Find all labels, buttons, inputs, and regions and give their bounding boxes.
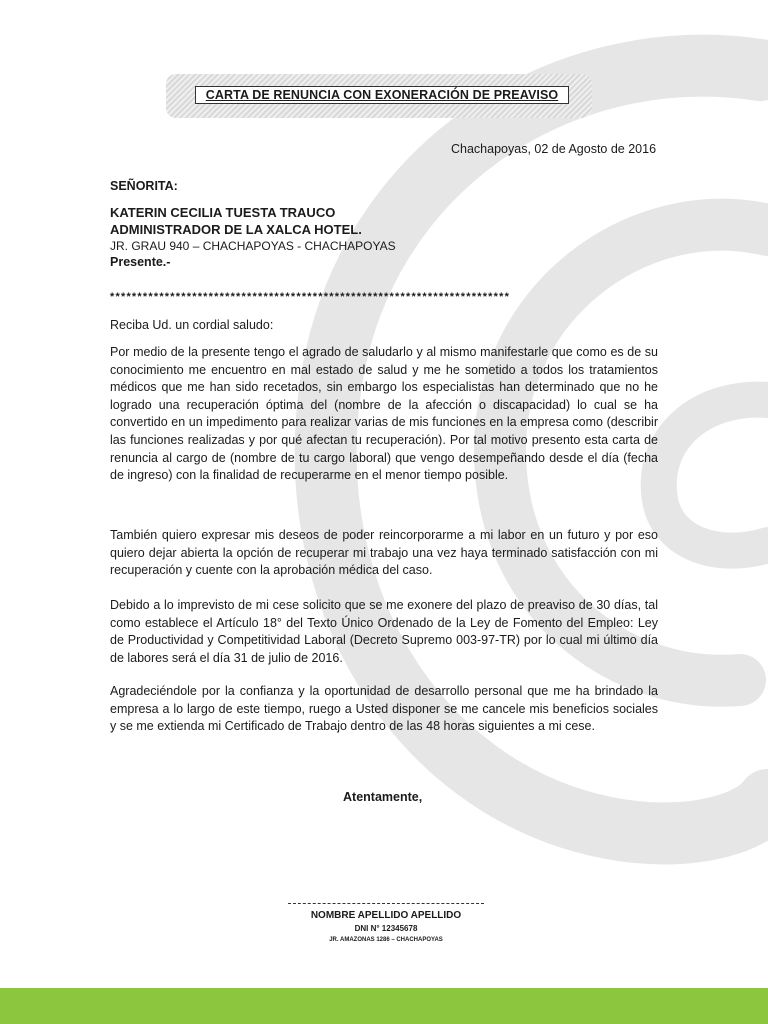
- recipient-position: ADMINISTRADOR DE LA XALCA HOTEL.: [110, 222, 362, 237]
- date-line: Chachapoyas, 02 de Agosto de 2016: [451, 142, 657, 156]
- separator-line: *************************************************************************: [110, 291, 511, 303]
- letter-title: CARTA DE RENUNCIA CON EXONERACIÓN DE PREAVISO: [195, 86, 569, 104]
- presente: Presente.-: [110, 255, 171, 269]
- closing: Atentamente,: [343, 790, 423, 804]
- recipient-name: KATERIN CECILIA TUESTA TRAUCO: [110, 205, 336, 220]
- recipient-address: JR. GRAU 940 – CHACHAPOYAS - CHACHAPOYAS: [110, 239, 396, 253]
- signature-line: [288, 903, 484, 904]
- salutation: SEÑORITA:: [110, 179, 178, 193]
- paragraph-1: Por medio de la presente tengo el agrado de saludarlo y al mismo manifestarle que como es de su conocimiento me encuentro en mal estado de salud y me he sometido a todos los tratamientos médicos que me han sido recetados, sin embargo los especialistas han determinado que no he logrado una recuperación óptima del (nombre de la afección o discapacidad) lo cual se ha convertido en un impedimento para realizar varias de mis funciones en la empresa como (describir las funciones realizadas y por qué afectan tu recuperación). Por tal motivo presento esta carta de renuncia al cargo de (nombre de tu cargo laboral) que vengo desempeñando desde el día (fecha de ingreso) con la finalidad de recuperarme en el menor tiempo posible.: [110, 345, 658, 483]
- signature-address: JR. AMAZONAS 1286 – CHACHAPOYAS: [329, 937, 443, 943]
- greeting: Reciba Ud. un cordial saludo:: [110, 318, 274, 332]
- paragraph-3: Debido a lo imprevisto de mi cese solicito que se me exonere del plazo de preaviso de 30 días, tal como establece el Artículo 18° del Texto Único Ordenado de la Ley de Fomento del Empleo: Ley de Productividad y Competitividad Laboral (Decreto Supremo 003-97-TR) por lo cual mi último día de labores será el día 31 de julio de 2016.: [110, 598, 658, 665]
- footer-bar: [0, 988, 768, 1024]
- paragraph-2: También quiero expresar mis deseos de poder reincorporarme a mi labor en un futuro y por eso quiero dejar abierta la opción de recuperar mi trabajo una vez haya terminado satisfacción con mi recuperación y cuente con la aprobación médica del caso.: [110, 528, 658, 578]
- signature-name: NOMBRE APELLIDO APELLIDO: [310, 910, 462, 921]
- paragraph-4: Agradeciéndole por la confianza y la oportunidad de desarrollo personal que me ha brindado la empresa a lo largo de este tiempo, ruego a Usted disponer se me cancele mis beneficios sociales y se me extienda mi Certificado de Trabajo dentro de las 48 horas siguientes a mi cese.: [110, 684, 658, 734]
- signature-dni: DNI N° 12345678: [354, 924, 418, 933]
